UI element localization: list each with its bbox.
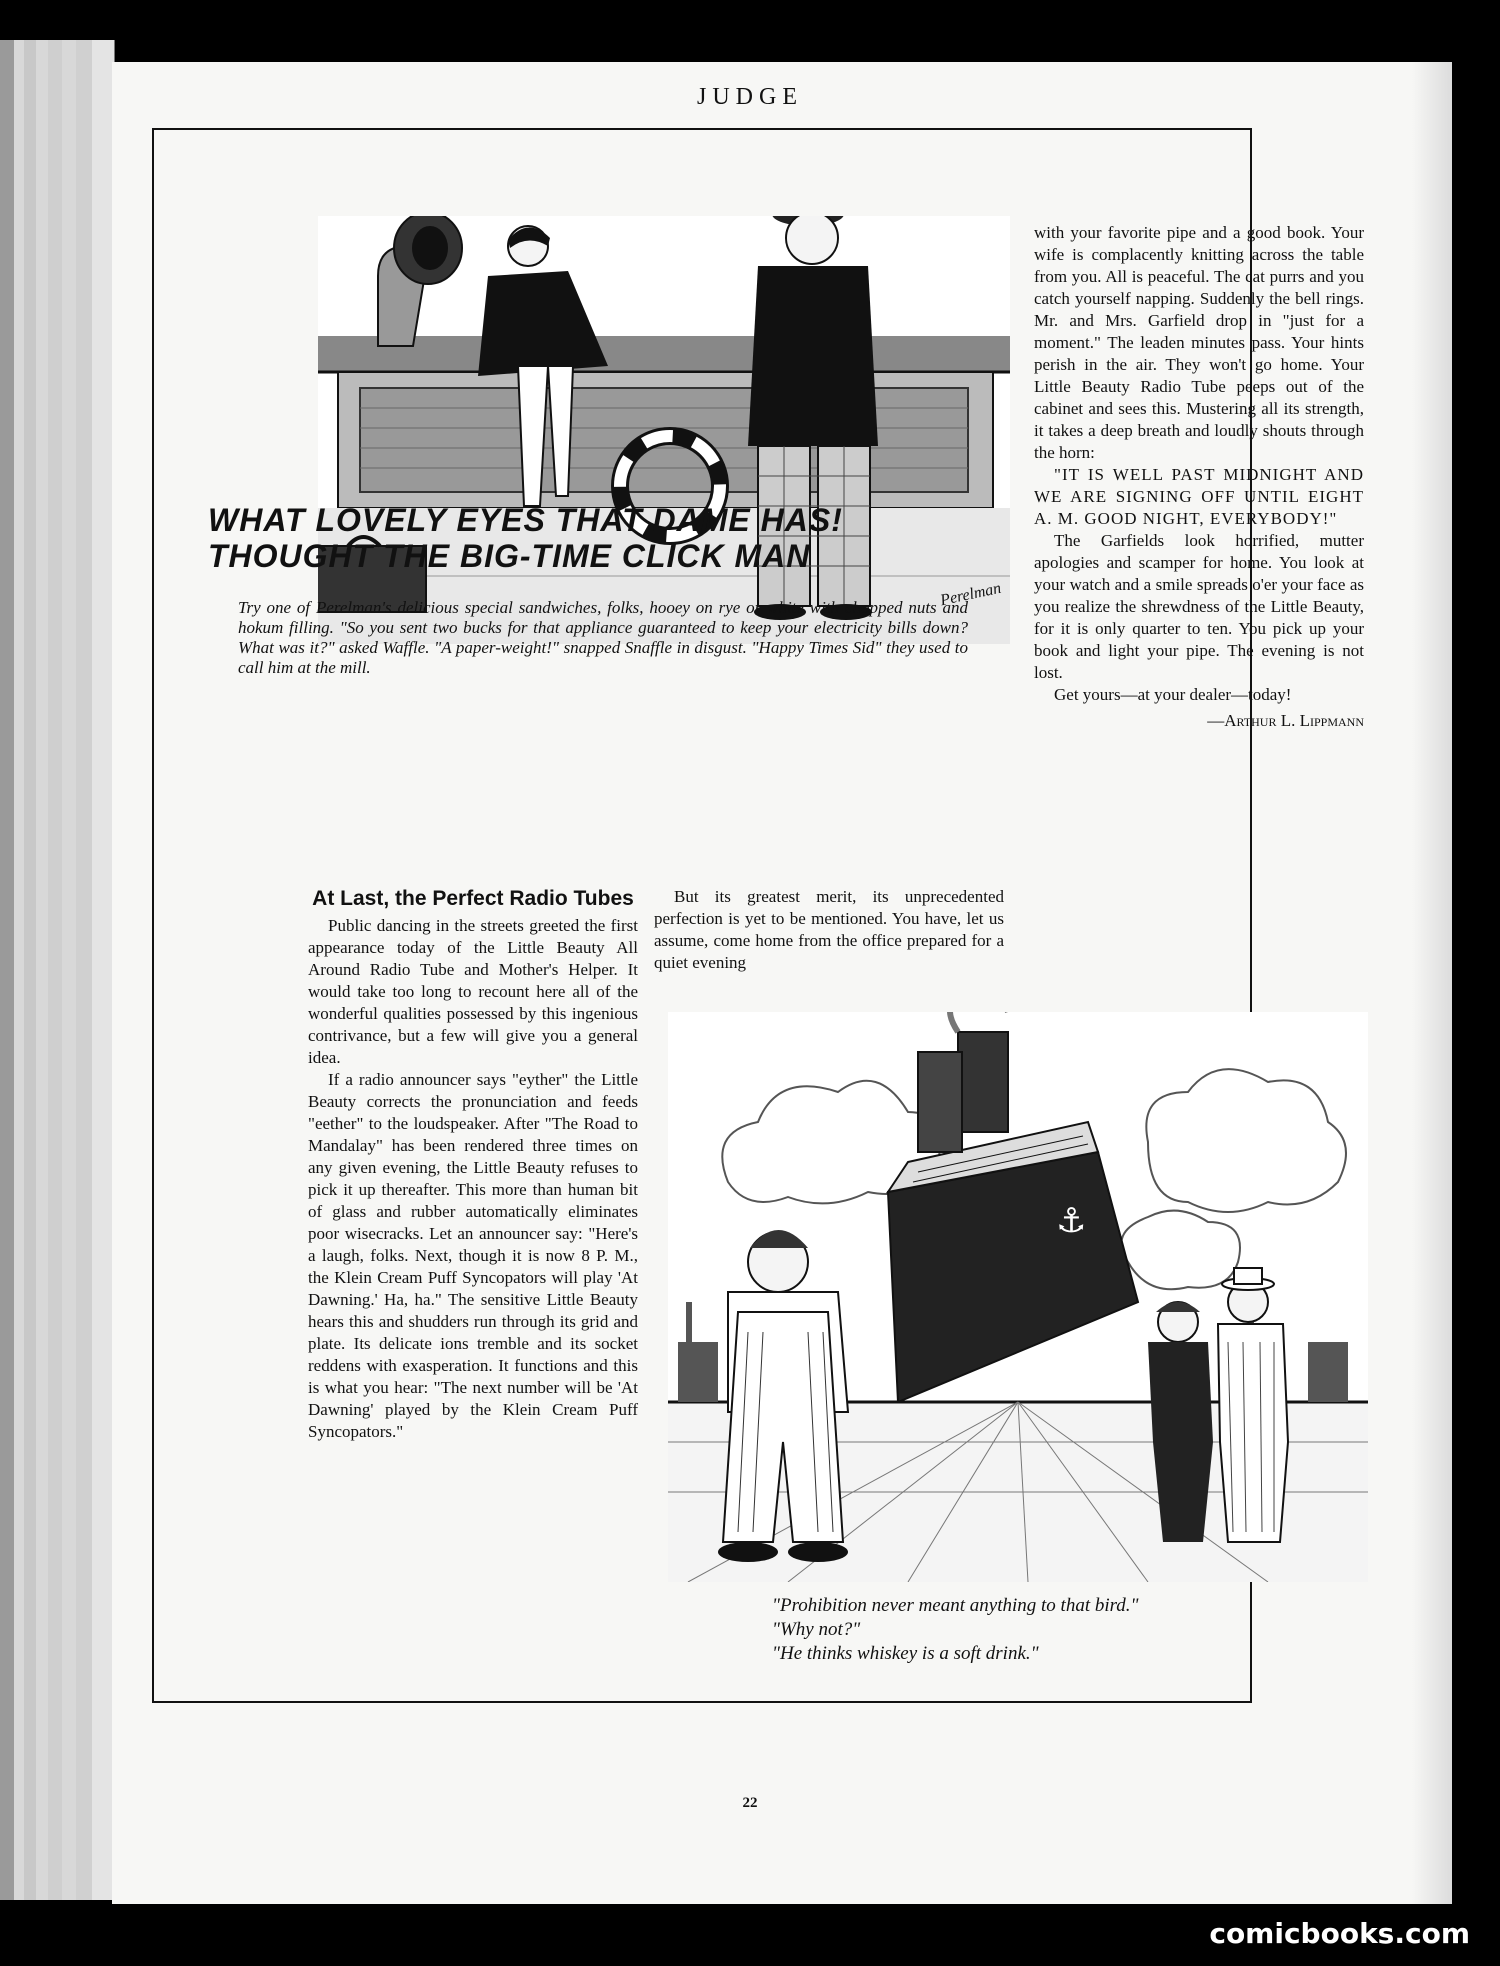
ship-deck-cartoon	[318, 216, 1010, 644]
article-shout-text: "IT IS WELL PAST MIDNIGHT AND WE ARE SIGNING OFF UNTIL EIGHT A. M. GOOD NIGHT, EVERYBODY!"	[1034, 465, 1364, 528]
article-column-3	[1034, 222, 1364, 732]
article-column-2	[654, 886, 1004, 974]
running-head: JUDGE	[697, 84, 803, 110]
article-paragraph: The Garfields look horrified, mutter apologies and scamper for home. You look at your watch and a smile spreads o'er your face as you realize the shrewdness of the Little Beauty, for it is only quarter to ten. You pick up your book and light your pipe. The evening is not lost.	[1034, 531, 1364, 682]
ship-dock-cartoon	[668, 1012, 1368, 1582]
article-paragraph: If a radio announcer says "eyther" the Little Beauty corrects the pronunciation and feeds "eether" to the loudspeaker. After "The Road to Mandalay" has been rendered three times on any given evening, the Little Beauty refuses to pick it up thereafter. This more than human bit of glass and rubber automatically eliminates poor wisecracks. Let an announcer say: "Here's a laugh, folks. Next, though it is now 8 P. M., the Klein Cream Puff Syncopators will play 'At Dawning.' Ha, ha." The sensitive Little Beauty hears this and shudders run through its grid and plate. Its delicate ions tremble and its socket reddens with exasperation. It functions and this is what you hear: "The next number will be 'At Dawning' played by the Klein Cream Puff Syncopators."	[308, 1070, 638, 1441]
article-paragraph: Public dancing in the streets greeted the first appearance today of the Little Beauty All Around Radio Tube and Mother's Helper. It would take too long to recount here all of the wonderful qualities possessed by this ingenious contrivance, but a few will give you a general idea.	[308, 916, 638, 1067]
article-paragraph: But its greatest merit, its unprecedented perfection is yet to be mentioned. You have, let us assume, come home from the office prepared for a quiet evening	[654, 887, 1004, 972]
svg-text:⚓: ⚓	[1056, 1201, 1087, 1241]
cartoon-headline	[208, 502, 998, 574]
article-title: At Last, the Perfect Radio Tubes	[312, 887, 634, 910]
article-byline: —Arthur L. Lippmann	[1207, 711, 1364, 730]
dock-cartoon-caption	[772, 1594, 1252, 1666]
book-edge	[0, 40, 120, 1900]
caption-line: "Prohibition never meant anything to that bird."	[772, 1595, 1139, 1616]
headline-line-2: THOUGHT THE BIG-TIME CLICK MAN	[208, 538, 811, 574]
page-gutter-shade	[1412, 62, 1452, 1904]
site-watermark: comicbooks.com	[1209, 1917, 1470, 1950]
article-paragraph: Get yours—at your dealer—today!	[1054, 685, 1292, 704]
caption-line: "He thinks whiskey is a soft drink."	[772, 1643, 1039, 1664]
article-column-1	[308, 886, 638, 1443]
ship-deck-illustration	[318, 216, 1010, 644]
article-paragraph: with your favorite pipe and a good book. Your wife is complacently knitting across the table from you. All is peaceful. The cat purrs and you catch yourself napping. Suddenly the bell rings. Mr. and Mrs. Garfield drop in "just for a moment." The leaden minutes pass. Your hints perish in the air. They won't go home. Your Little Beauty Radio Tube peeps out of the cabinet and sees this. Mustering all its strength, it takes a deep breath and loudly shouts through the horn:	[1034, 223, 1364, 462]
headline-line-1: WHAT LOVELY EYES THAT DAME HAS!	[208, 502, 843, 538]
page-number: 22	[742, 1795, 758, 1811]
cartoon-signature: Perelman	[939, 579, 1003, 610]
caption-line: "Why not?"	[772, 1619, 861, 1640]
dock-illustration	[668, 1012, 1368, 1582]
cartoon-intro-text: Try one of Perelman's delicious special sandwiches, folks, hooey on rye or white with chopped nuts and hokum filling. "So you sent two bucks for that appliance guaranteed to keep your electricity bills down? What was it?" asked Waffle. "A paper-weight!" snapped Snaffle in disgust. "Happy Times Sid" they used to call him at the mill.	[238, 598, 968, 677]
